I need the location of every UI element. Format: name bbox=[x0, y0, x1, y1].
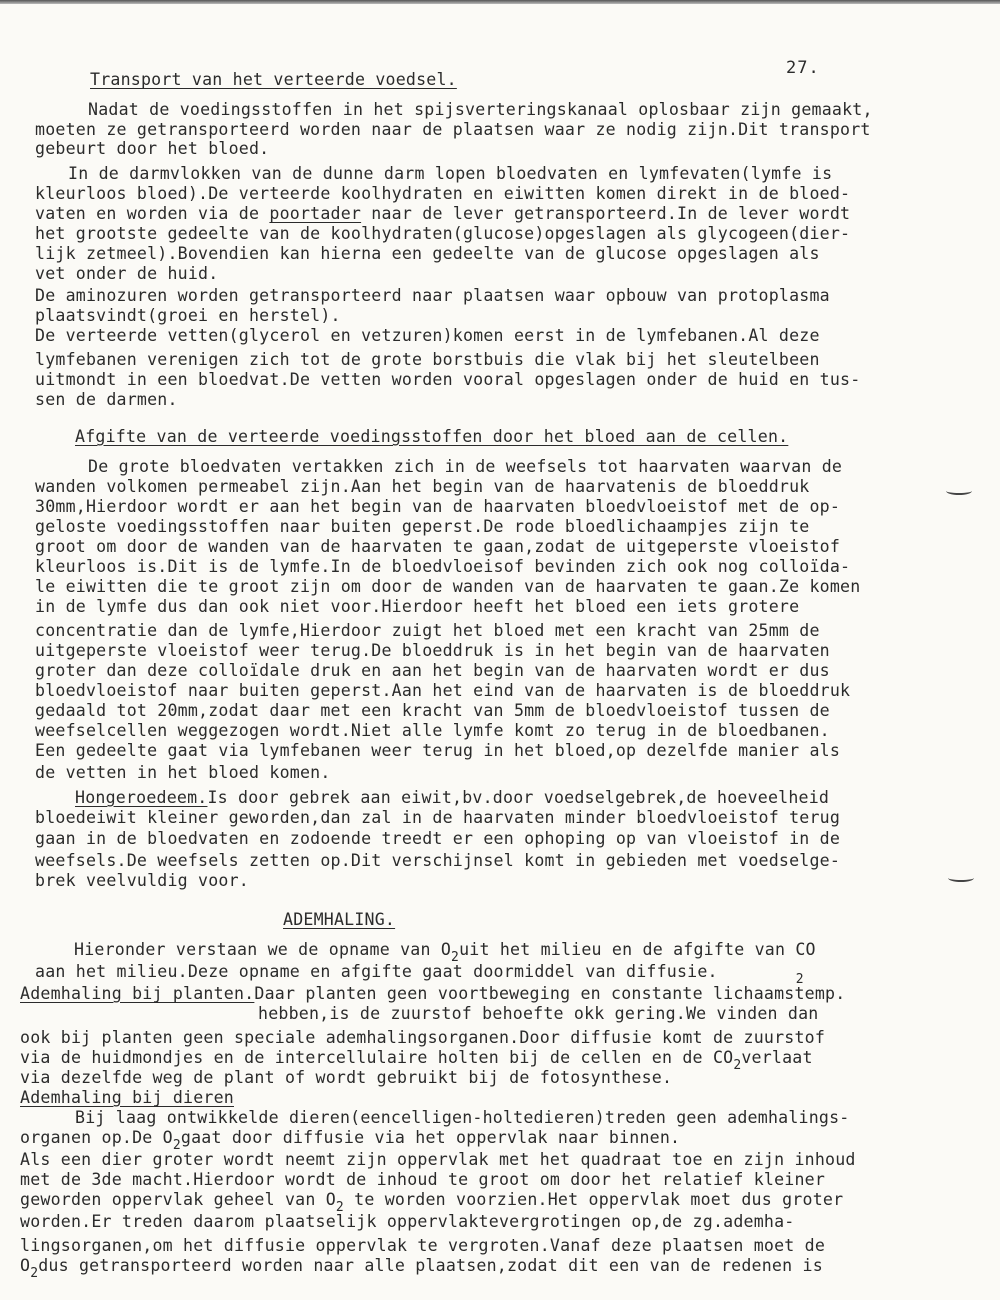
text-span: te worden voorzien.Het oppervlak moet dus groter bbox=[343, 1190, 844, 1209]
subscript-2: 2 bbox=[172, 1138, 181, 1153]
text-line: via dezelfde weg de plant of wordt gebruikt bij de fotosynthese. bbox=[20, 1068, 673, 1087]
top-edge-rule bbox=[0, 0, 1000, 4]
term-poortader: poortader bbox=[269, 204, 362, 223]
text-line: plaatsvindt(groei en herstel). bbox=[35, 306, 341, 325]
text-line: gebeurt door het bloed. bbox=[35, 139, 270, 158]
text-line: geloste voedingsstoffen naar buiten geperst.De rode bloedlichaampjes zijn te bbox=[35, 517, 810, 536]
text-span: aan het milieu.Deze opname en afgifte gaat doormiddel van diffusie. bbox=[35, 962, 718, 981]
text-line: lymfebanen verenigen zich tot de grote borstbuis die vlak bij het sleutelbeen bbox=[35, 350, 820, 369]
text-span: O bbox=[20, 1256, 31, 1275]
text-span: via de huidmondjes en de intercellulaire holten bij de cellen en de CO bbox=[20, 1048, 734, 1067]
text-span: geworden oppervlak geheel van O bbox=[20, 1190, 336, 1209]
text-line: weefsels.De weefsels zetten op.Dit verschijnsel komt in gebieden met voedselge- bbox=[35, 851, 841, 870]
text-line: le eiwitten die te groot zijn om door de wanden van de haarvaten te gaan.Ze komen bbox=[35, 577, 861, 596]
text-line: Een gedeelte gaat via lymfebanen weer terug in het bloed,op dezelfde manier als bbox=[35, 741, 841, 760]
text-line bbox=[35, 204, 850, 223]
term-ademhaling-dieren: Ademhaling bij dieren bbox=[20, 1088, 234, 1107]
text-line: het grootste gedeelte van de koolhydraten(glucose)opgeslagen als glycogeen(dier- bbox=[35, 224, 851, 243]
text-line: lingsorganen,om het diffusie oppervlak te vergroten.Vanaf deze plaatsen moet de bbox=[20, 1236, 826, 1255]
text-line: Als een dier groter wordt neemt zijn oppervlak met het quadraat toe en zijn inhoud bbox=[20, 1150, 856, 1169]
text-span: verlaat bbox=[741, 1048, 813, 1067]
text-span: uit het milieu en de afgifte van CO bbox=[459, 940, 816, 959]
text-span: vaten en worden via de bbox=[35, 204, 270, 223]
text-line: in de lymfe dus dan ook niet voor.Hierdoor heeft het bloed een iets grotere bbox=[35, 597, 800, 616]
margin-pencil-mark bbox=[948, 874, 974, 882]
text-line: ook bij planten geen speciale ademhalingsorganen.Door diffusie komt de zuurstof bbox=[20, 1028, 826, 1047]
text-line: vet onder de huid. bbox=[35, 264, 219, 283]
text-line: kleurloos bloed).De verteerde koolhydraten en eiwitten komen direkt in de bloed- bbox=[35, 184, 851, 203]
text-line: De grote bloedvaten vertakken zich in de weefsels tot haarvaten waarvan de bbox=[88, 457, 843, 476]
term-hongeroedeem: Hongeroedeem. bbox=[75, 788, 208, 807]
subscript-2: 2 bbox=[30, 1266, 39, 1281]
text-line: met de 3de macht.Hierdoor wordt de inhoud te groot om door het relatief kleiner bbox=[20, 1170, 826, 1189]
text-line: kleurloos is.Dit is de lymfe.In de bloedvloeisof bevinden zich ook nog colloïda- bbox=[35, 557, 851, 576]
subscript-2: 2 bbox=[335, 1200, 344, 1215]
text-span: dus getransporteerd worden naar alle plaatsen,zodat dit een van de redenen is bbox=[38, 1256, 823, 1275]
text-line: bloedvloeistof naar buiten geperst.Aan het eind van de haarvaten is de bloeddruk bbox=[35, 681, 851, 700]
text-line bbox=[20, 984, 845, 1003]
text-line: gaan in de bloedvaten en zodoende treedt er een ophoping op van vloeistof in de bbox=[35, 829, 841, 848]
text-line: 30mm,Hierdoor wordt er aan het begin van de haarvaten bloedvloeistof met de op- bbox=[35, 497, 841, 516]
section-heading-afgifte: Afgifte van de verteerde voedingsstoffen door het bloed aan de cellen. bbox=[75, 427, 789, 446]
text-span: Is door gebrek aan eiwit,bv.door voedselgebrek,de hoeveelheid bbox=[207, 788, 830, 807]
text-line: moeten ze getransporteerd worden naar de plaatsen waar ze nodig zijn.Dit transport bbox=[35, 120, 871, 139]
text-line: hebben,is de zuurstof behoefte okk gering.We vinden dan bbox=[258, 1004, 819, 1023]
text-span: naar de lever getransporteerd.In de lever wordt bbox=[361, 204, 851, 223]
text-line: worden.Er treden daarom plaatselijk oppervlaktevergrotingen op,de zg.ademha- bbox=[20, 1212, 795, 1231]
text-line: De verteerde vetten(glycerol en vetzuren)komen eerst in de lymfebanen.Al deze bbox=[35, 326, 820, 345]
section-heading-ademhaling: ADEMHALING. bbox=[283, 910, 396, 929]
margin-pencil-mark bbox=[946, 487, 972, 495]
text-line: bloedeiwit kleiner geworden,dan zal in de haarvaten minder bloedvloeistof terug bbox=[35, 808, 841, 827]
text-span: gaat door diffusie via het oppervlak naar binnen. bbox=[180, 1128, 681, 1147]
text-span: Hieronder verstaan we de opname van O bbox=[74, 940, 452, 959]
text-line: concentratie dan de lymfe,Hierdoor zuigt het bloed met een kracht van 25mm de bbox=[35, 621, 820, 640]
text-line: wanden volkomen permeabel zijn.Aan het begin van de haarvatenis de bloeddruk bbox=[35, 477, 810, 496]
text-line: De aminozuren worden getransporteerd naar plaatsen waar opbouw van protoplasma bbox=[35, 286, 830, 305]
text-line: groter dan deze colloïdale druk en aan het begin van de haarvaten wordt er dus bbox=[35, 661, 830, 680]
text-line: sen de darmen. bbox=[35, 390, 178, 409]
text-span: organen op.De O bbox=[20, 1128, 173, 1147]
text-line: lijk zetmeel).Bovendien kan hierna een gedeelte van de glucose opgeslagen als bbox=[35, 244, 820, 263]
text-line: gedaald tot 20mm,zodat daar met een kracht van 5mm de bloedvloeistof tussen de bbox=[35, 701, 830, 720]
text-line: Bij laag ontwikkelde dieren(eencelligen-holtedieren)treden geen ademhalings- bbox=[75, 1108, 850, 1127]
text-line: In de darmvlokken van de dunne darm lopen bloedvaten en lymfevaten(lymfe is bbox=[68, 164, 833, 183]
text-line: de vetten in het bloed komen. bbox=[35, 763, 331, 782]
text-line bbox=[20, 1256, 823, 1283]
term-ademhaling-planten: Ademhaling bij planten. bbox=[20, 984, 255, 1003]
text-line: Nadat de voedingsstoffen in het spijsverteringskanaal oplosbaar zijn gemaakt, bbox=[88, 100, 873, 119]
section-heading-transport: Transport van het verteerde voedsel. bbox=[90, 70, 457, 89]
text-line: uitmondt in een bloedvat.De vetten worden vooral opgeslagen onder de huid en tus- bbox=[35, 370, 861, 389]
subscript-2: 2 bbox=[451, 950, 460, 965]
text-line: weefselcellen weggezogen wordt.Niet alle lymfe komt zo terug in de bloedbanen. bbox=[35, 721, 830, 740]
text-span: Daar planten geen voortbeweging en constante lichaamstemp. bbox=[254, 984, 846, 1003]
text-line: uitgeperste vloeistof weer terug.De bloeddruk is in het begin van de haarvaten bbox=[35, 641, 830, 660]
subscript-2: 2 bbox=[795, 972, 804, 987]
subscript-2: 2 bbox=[733, 1058, 742, 1073]
text-line bbox=[75, 788, 829, 807]
text-line: brek veelvuldig voor. bbox=[35, 871, 249, 890]
text-line: groot om door de wanden van de haarvaten te gaan,zodat de uitgeperste vloeistof bbox=[35, 537, 841, 556]
page-number: 27. bbox=[786, 58, 820, 78]
